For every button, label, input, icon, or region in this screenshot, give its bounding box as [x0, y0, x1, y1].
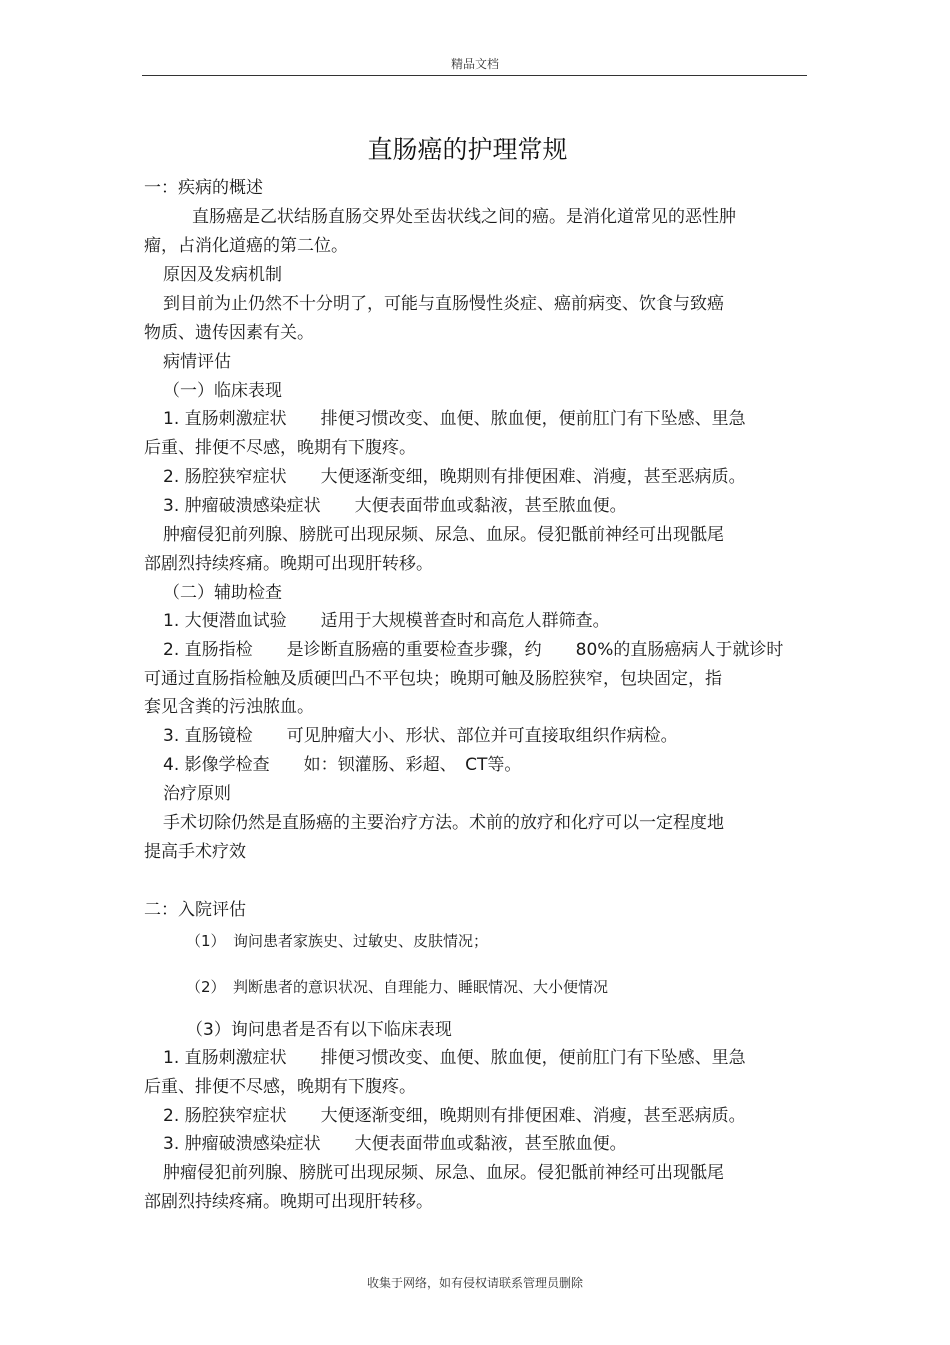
list-item: （1） 询问患者家族史、过敏史、皮肤情况；: [186, 932, 489, 950]
list-item: 2. 肠腔狭窄症状 大便逐渐变细，晚期则有排便困难、消瘦，甚至恶病质。: [163, 467, 746, 487]
paragraph-line: 手术切除仍然是直肠癌的主要治疗方法。术前的放疗和化疗可以一定程度地: [163, 813, 724, 833]
list-item: 1. 直肠刺激症状 排便习惯改变、血便、脓血便，便前肛门有下坠感、里急: [163, 1048, 746, 1068]
list-item: 3. 肿瘤破溃感染症状 大便表面带血或黏液，甚至脓血便。: [163, 496, 627, 516]
paragraph-line: 套见含粪的污浊脓血。: [144, 697, 314, 717]
header-text: 精品文档: [450, 57, 499, 71]
document-title: 直肠癌的护理常规: [367, 135, 568, 164]
subsection-heading: （二）辅助检查: [163, 583, 282, 603]
section-heading: 一：疾病的概述: [144, 178, 263, 198]
subsection-heading: 治疗原则: [163, 784, 231, 804]
paragraph-line: 到目前为止仍然不十分明了，可能与直肠慢性炎症、癌前病变、饮食与致癌: [163, 294, 724, 314]
subsection-heading: （一）临床表现: [163, 381, 282, 401]
paragraph-line: 肿瘤侵犯前列腺、膀胱可出现尿频、尿急、血尿。侵犯骶前神经可出现骶尾: [163, 525, 724, 545]
page-footer: 收集于网络，如有侵权请联系管理员删除: [366, 1276, 583, 1290]
paragraph-line: 可通过直肠指检触及质硬凹凸不平包块；晚期可触及肠腔狭窄，包块固定，指: [144, 669, 722, 689]
list-item: 1. 直肠刺激症状 排便习惯改变、血便、脓血便，便前肛门有下坠感、里急: [163, 409, 746, 429]
list-item: 3. 直肠镜检 可见肿瘤大小、形状、部位并可直接取组织作病检。: [163, 726, 678, 746]
header-divider: [142, 75, 807, 76]
section-heading: 二：入院评估: [144, 900, 246, 920]
list-item: （2） 判断患者的意识状况、自理能力、睡眠情况、大小便情况: [186, 978, 609, 996]
subsection-heading: 原因及发病机制: [163, 265, 282, 285]
paragraph-line: 物质、遗传因素有关。: [144, 323, 314, 343]
paragraph-line: 后重、排便不尽感，晚期有下腹疼。: [144, 1077, 416, 1097]
paragraph-line: 提高手术疗效: [144, 842, 246, 862]
list-item: 1. 大便潜血试验 适用于大规模普查时和高危人群筛查。: [163, 611, 610, 631]
paragraph-line: 直肠癌是乙状结肠直肠交界处至齿状线之间的癌。是消化道常见的恶性肿: [192, 207, 736, 227]
paragraph-line: 部剧烈持续疼痛。晚期可出现肝转移。: [144, 554, 433, 574]
list-item: 3. 肿瘤破溃感染症状 大便表面带血或黏液，甚至脓血便。: [163, 1134, 627, 1154]
list-item: 2. 直肠指检 是诊断直肠癌的重要检查步骤，约 80%的直肠癌病人于就诊时: [163, 640, 784, 660]
list-item: （3）询问患者是否有以下临床表现: [186, 1020, 452, 1040]
paragraph-line: 后重、排便不尽感，晚期有下腹疼。: [144, 438, 416, 458]
subsection-heading: 病情评估: [163, 352, 231, 372]
paragraph-line: 部剧烈持续疼痛。晚期可出现肝转移。: [144, 1192, 433, 1212]
list-item: 4. 影像学检查 如：钡灌肠、彩超、 CT等。: [163, 755, 522, 775]
list-item: 2. 肠腔狭窄症状 大便逐渐变细，晚期则有排便困难、消瘦，甚至恶病质。: [163, 1106, 746, 1126]
paragraph-line: 肿瘤侵犯前列腺、膀胱可出现尿频、尿急、血尿。侵犯骶前神经可出现骶尾: [163, 1163, 724, 1183]
paragraph-line: 瘤，占消化道癌的第二位。: [144, 236, 348, 256]
